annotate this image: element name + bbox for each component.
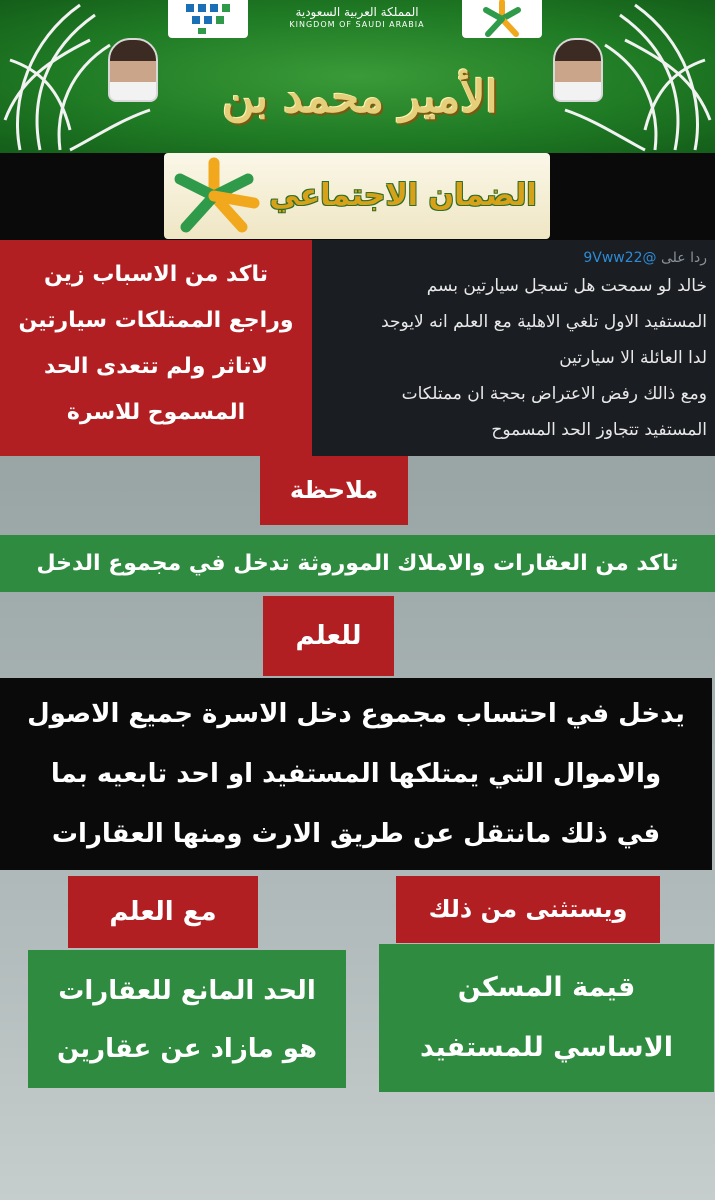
tweet-reply-line [318,248,707,268]
house-line: قيمة المسكن [457,972,636,1003]
red-advice-box [0,240,312,456]
income-rule-box [0,678,712,870]
house-line: الاساسي للمستفيد [419,1032,674,1063]
limit-line: الحد المانع للعقارات [58,976,316,1006]
portrait-left [108,38,158,102]
dhaman-star-small-icon [462,0,542,38]
advice-line: تاكد من الاسباب زين [43,262,269,287]
income-line: يدخل في احتساب مجموع دخل الاسرة جميع الاصول [27,699,685,729]
tweet-reply-prefix: ردا على [661,250,707,266]
advice-line: وراجع الممتلكات سيارتين [18,308,294,333]
note-text: تاكد من العقارات والاملاك الموروثة تدخل في مجموع الدخل [0,535,715,592]
ministry-logo [168,0,248,38]
limit-line: هو مازاد عن عقارين [56,1034,318,1064]
tweet-reply-handle[interactable]: @9Vww22 [583,250,657,266]
banner-calligraphy-title: الأمير محمد بن [222,72,498,123]
tweet-line: المستفيد تتجاوز الحد المسموح [491,420,707,440]
dhaman-title: الضمان الاجتماعي [269,178,537,213]
excluded-label: ويستثنى من ذلك [396,876,660,943]
income-line: في ذلك مانتقل عن طريق الارث ومنها العقارات [51,819,661,849]
note-label: ملاحظة [260,456,408,525]
income-line: والاموال التي يمتلكها المستفيد او احد تابعيه بما [50,759,662,789]
tweet-line: خالد لو سمحت هل تسجل سيارتين بسم [426,276,707,296]
header-banner [0,0,715,153]
advice-line: المسموح للاسرة [66,400,246,425]
grid-logo-icon [168,0,248,38]
advice-line: لاتاثر ولم تتعدى الحد [44,354,268,379]
tweet-line: لدا العائلة الا سيارتين [559,348,707,368]
tweet-line: المستفيد الاول تلغي الاهلية مع العلم انه لايوجد [381,312,707,332]
dhaman-star-icon [168,157,260,235]
dhaman-logo-card [164,153,550,239]
tweet-screenshot [312,240,715,456]
star-logo [462,0,542,38]
portrait-right [553,38,603,102]
property-limit-box [28,950,346,1088]
for-info-label: للعلم [263,596,394,676]
kingdom-arabic: المملكة العربية السعودية [295,5,419,19]
tweet-line: ومع ذالك رفض الاعتراض بحجة ان ممتلكات [401,384,707,404]
primary-house-box [379,944,714,1092]
kingdom-label [262,0,452,29]
with-info-label: مع العلم [68,876,258,948]
kingdom-english: KINGDOM OF SAUDI ARABIA [289,20,425,29]
